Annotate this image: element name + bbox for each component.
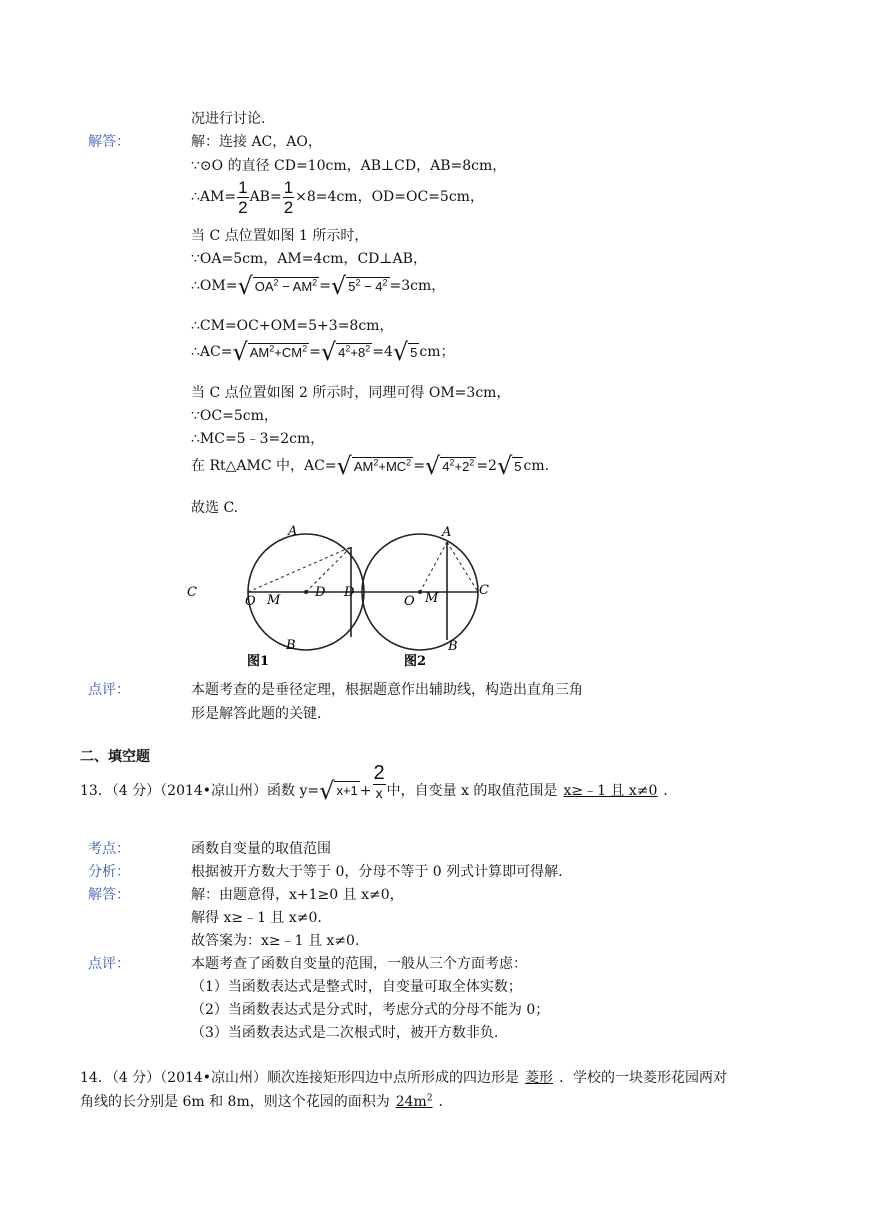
answer-blank: x≥﹣1 且 x≠0 bbox=[563, 783, 658, 799]
radical: √ $4^2+8^2$ bbox=[320, 338, 371, 366]
stem: 角线的长分别是 6m 和 8m，则这个花园的面积为 bbox=[80, 1094, 390, 1110]
radical: √ x+1 bbox=[319, 777, 358, 805]
solution-line: ∵⊙O 的直径 CD=10cm，AB⊥CD，AB=8cm， bbox=[191, 158, 507, 174]
radicand: x+1 bbox=[336, 783, 358, 798]
label-o: O bbox=[404, 594, 415, 609]
circle-figures bbox=[185, 520, 530, 670]
dianping-line: 本题考查了函数自变量的范围，一般从三个方面考虑： bbox=[191, 956, 527, 972]
solution-line-ac2: 在 Rt△AMC 中，AC=√ $AM^2+MC^2$ =√ $4^2+2^2 =2√$ 5 cm. bbox=[191, 452, 550, 480]
text: AB= bbox=[249, 189, 282, 205]
fenxi-label: 分析： bbox=[88, 864, 130, 880]
review-line: 形是解答此题的关键. bbox=[191, 706, 322, 722]
question-13 bbox=[80, 761, 678, 816]
term: 5 bbox=[514, 458, 522, 474]
stem: ．学校的一块菱形花园两对 bbox=[559, 1070, 728, 1086]
radical: √ 5 bbox=[392, 338, 418, 366]
label-d: D bbox=[315, 585, 326, 600]
radical: √ 5 bbox=[496, 452, 522, 480]
center-dot bbox=[418, 590, 422, 594]
term: AM bbox=[353, 459, 374, 475]
text: =2 bbox=[476, 458, 497, 474]
term: OA bbox=[254, 279, 274, 295]
text: ∴OM= bbox=[191, 278, 238, 294]
label-b: B bbox=[448, 639, 458, 654]
center-dot bbox=[304, 590, 308, 594]
text: =4 bbox=[372, 344, 393, 360]
fraction-half bbox=[283, 179, 294, 216]
plus: + bbox=[359, 783, 372, 799]
continued-text: 况进行讨论. bbox=[191, 111, 266, 127]
text: =3cm， bbox=[389, 278, 446, 294]
end: ． bbox=[438, 1094, 453, 1110]
solution-line: 故选 C. bbox=[191, 500, 239, 516]
fraction-half bbox=[237, 179, 248, 216]
stem: 14．（4 分）（2014•凉山州）顺次连接矩形四边中点所形成的四边形是 bbox=[80, 1070, 520, 1086]
stem: 中，自变量 x 的取值范围是 bbox=[386, 783, 558, 799]
question-14-line1 bbox=[80, 1067, 727, 1087]
denominator: x bbox=[375, 784, 383, 801]
solution-line: ∵OA=5cm，AM=4cm，CD⊥AB， bbox=[191, 251, 427, 267]
term: 4 bbox=[442, 459, 450, 475]
radical: √ $4^2+2^2$ bbox=[424, 452, 475, 480]
term: 2 bbox=[462, 459, 470, 475]
solution-line: ∴MC=5﹣3=2cm， bbox=[191, 431, 325, 447]
label-c: C bbox=[479, 583, 489, 598]
dianping-line: （1）当函数表达式是整式时，自变量可取全体实数； bbox=[191, 979, 522, 995]
label-a: A bbox=[442, 525, 452, 540]
term: 4 bbox=[338, 345, 346, 361]
solution-label: 解答： bbox=[88, 134, 130, 150]
text: ×8=4cm，OD=OC=5cm， bbox=[295, 189, 484, 205]
text: ∴AC= bbox=[191, 344, 233, 360]
label-m: M bbox=[267, 593, 281, 608]
solution-line: ∴CM=OC+OM=5+3=8cm， bbox=[191, 318, 394, 334]
review-line: 本题考查的是垂径定理，根据题意作出辅助线，构造出直角三角 bbox=[191, 682, 583, 698]
text: 在 Rt△AMC 中，AC= bbox=[191, 458, 337, 474]
solution-line-am bbox=[191, 176, 484, 218]
solution-line: 解：连接 AC，AO， bbox=[191, 134, 322, 150]
numerator: 2 bbox=[373, 761, 385, 784]
jieda-line: 故答案为：x≥﹣1 且 x≠0. bbox=[191, 933, 360, 949]
stem: 13．（4 分）（2014•凉山州）函数 y= bbox=[80, 783, 320, 799]
numerator: 1 bbox=[283, 177, 294, 197]
figure-2-caption: 图2 bbox=[404, 654, 427, 669]
dianping-line: （2）当函数表达式是分式时，考虑分式的分母不能为 0； bbox=[191, 1002, 550, 1018]
label-b: B bbox=[286, 638, 296, 653]
text: ∴AM= bbox=[191, 189, 237, 205]
solution-line-ac: ∴AC=√ $AM^2+CM^2$ =√ $4^2+8^2 =4√$ 5 cm； bbox=[191, 338, 455, 366]
answer-blank-2 bbox=[390, 1094, 439, 1110]
text: cm. bbox=[523, 458, 550, 474]
solution-line: 当 C 点位置如图 2 所示时，同理可得 OM=3cm， bbox=[191, 385, 511, 401]
radical: √ $5^2 - 4^2$ bbox=[330, 272, 388, 300]
term: AM bbox=[292, 279, 313, 295]
review-label: 点评： bbox=[88, 682, 130, 698]
label-o: O bbox=[245, 594, 256, 609]
label-c: C bbox=[187, 585, 197, 600]
solution-line: 当 C 点位置如图 1 所示时， bbox=[191, 228, 369, 244]
dashed-oa bbox=[420, 542, 447, 592]
term: AM bbox=[249, 345, 270, 361]
numerator: 1 bbox=[238, 177, 248, 197]
section-title: 二、填空题 bbox=[80, 749, 150, 765]
dashed-ac bbox=[447, 542, 478, 592]
term: 8 bbox=[357, 345, 366, 361]
superscript: 2 bbox=[426, 1093, 433, 1104]
term: CM bbox=[281, 345, 303, 361]
jieda-line: 解：由题意得，x+1≥0 且 x≠0， bbox=[191, 887, 404, 903]
jieda-line: 解得 x≥﹣1 且 x≠0. bbox=[191, 910, 322, 926]
denominator: 2 bbox=[238, 197, 248, 217]
fenxi-text: 根据被开方数大于等于 0，分母不等于 0 列式计算即可得解. bbox=[191, 864, 563, 880]
solution-line: ∵OC=5cm， bbox=[191, 408, 278, 424]
kaodian-text: 函数自变量的取值范围 bbox=[191, 841, 331, 857]
label-m: M bbox=[425, 591, 439, 606]
term: 4 bbox=[375, 279, 383, 295]
text: cm； bbox=[419, 344, 455, 360]
end: ． bbox=[663, 783, 678, 799]
denominator: 2 bbox=[283, 197, 294, 217]
fraction bbox=[373, 763, 386, 800]
radical: √ $OA^2 - AM^2$ bbox=[237, 272, 318, 300]
solution-line-om: ∴OM=√ $OA^2 - AM^2$ =√ $5^2 - 4^2 =3cm$， bbox=[191, 272, 446, 300]
dianping-line: （3）当函数表达式是二次根式时，被开方数非负. bbox=[191, 1025, 499, 1041]
term: MC bbox=[385, 459, 407, 475]
dianping-label: 点评： bbox=[88, 956, 130, 972]
question-14-line2 bbox=[80, 1091, 453, 1111]
jieda-label: 解答： bbox=[88, 887, 130, 903]
answer-text: 24m bbox=[395, 1094, 427, 1110]
label-a: A bbox=[288, 524, 298, 539]
answer-blank-1: 菱形 bbox=[525, 1070, 554, 1086]
label-d: D bbox=[344, 585, 355, 600]
term: 5 bbox=[410, 344, 418, 360]
radical: √ $AM^2+MC^2$ bbox=[336, 452, 412, 480]
radical: √ $AM^2+CM^2$ bbox=[232, 338, 308, 366]
kaodian-label: 考点： bbox=[88, 841, 130, 857]
figure-1-caption: 图1 bbox=[247, 654, 270, 669]
term: 5 bbox=[348, 279, 356, 295]
